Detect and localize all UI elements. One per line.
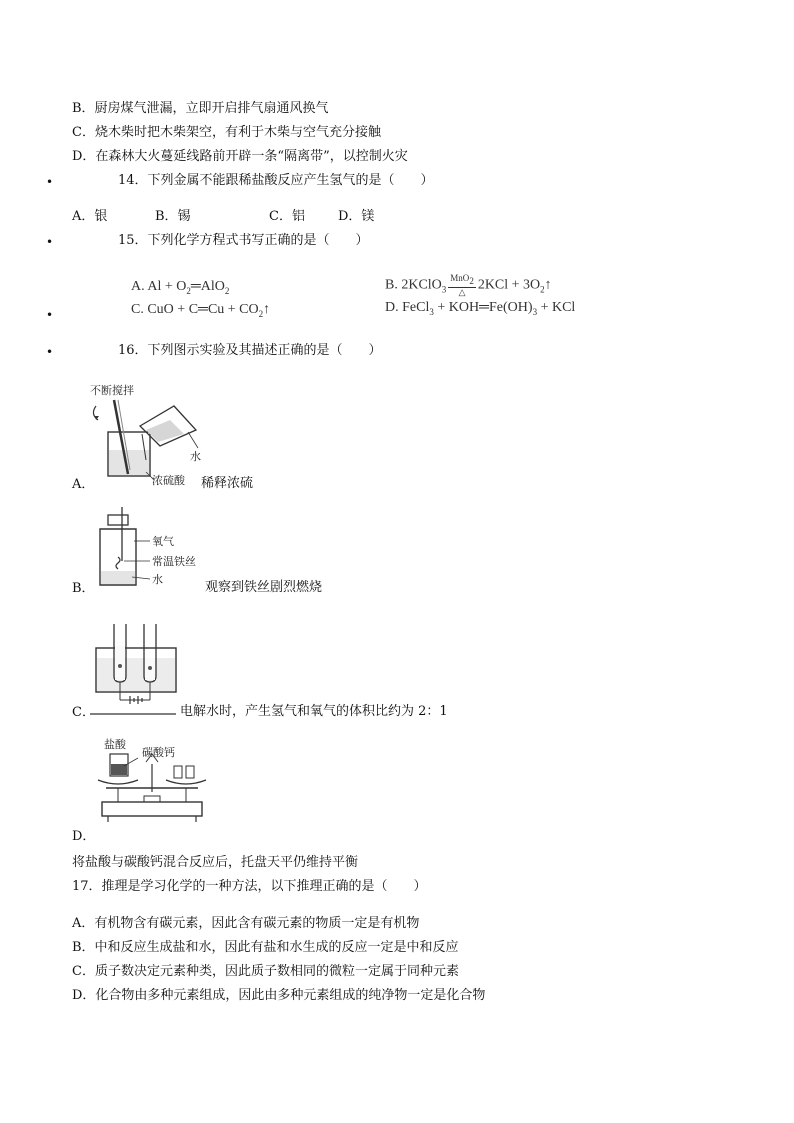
q15-stem: 15．下列化学方程式书写正确的是（ ） (118, 233, 369, 248)
q16-option-a-label: A． (72, 477, 95, 492)
q15-option-c: C. CuO + C═Cu + $CO_2↑$ (131, 302, 271, 319)
fig-b-label-water: 水 (152, 573, 163, 586)
q13-option-b: B．厨房煤气泄漏，立即开启排气扇通风换气 (72, 101, 329, 116)
q16-stem: 16．下列图示实验及其描述正确的是（ ） (118, 343, 382, 358)
q17-option-c: C．质子数决定元素种类，因此质子数相同的微粒一定属于同种元素 (72, 964, 459, 979)
q13-option-c: C．烧木柴时把木柴架空，有利于木柴与空气充分接触 (72, 125, 381, 140)
q16-option-c-label: C． (72, 705, 95, 720)
figure-dilution (86, 380, 206, 490)
fig-a-label-water: 水 (190, 450, 201, 463)
q16-option-c-desc: 电解水时，产生氢气和氧气的体积比约为 2：1 (180, 704, 448, 719)
figure-electrolysis (90, 616, 180, 716)
q17-option-b: B．中和反应生成盐和水，因此有盐和水生成的反应一定是中和反应 (72, 940, 459, 955)
q16-option-a-desc: 稀释浓硫 (201, 476, 254, 491)
q13-option-d: D．在森林大火蔓延线路前开辟一条“隔离带”，以控制火灾 (72, 149, 408, 164)
q14-option-c: C．铝 (269, 209, 305, 224)
figure-balance (88, 736, 214, 828)
fig-b-label-wire: 常温铁丝 (152, 555, 196, 568)
fig-d-label-acid: 盐酸 (104, 738, 126, 751)
q15-option-a: A. $Al + O_2═AlO_2$ (131, 279, 230, 296)
fig-d-label-caco3: 碳酸钙 (142, 746, 175, 759)
q17-option-a: A．有机物含有碳元素，因此含有碳元素的物质一定是有机物 (72, 916, 420, 931)
q16-option-d-label: D． (72, 829, 96, 844)
bullet: • (46, 235, 54, 249)
q15-option-d: D. FeCl$_3$ + $KOH═Fe(OH)_3$ + KCl (385, 300, 576, 317)
q14-option-b: B．锡 (155, 209, 191, 224)
bullet: • (46, 345, 54, 359)
q16-option-d-desc: 将盐酸与碳酸钙混合反应后，托盘天平仍维持平衡 (72, 855, 359, 870)
q16-option-b-desc: 观察到铁丝剧烈燃烧 (205, 580, 323, 595)
q16-option-b-label: B． (72, 581, 95, 596)
fig-a-label-acid: 浓硫酸 (152, 474, 185, 487)
figure-iron-wire (88, 505, 198, 595)
fig-a-label-stir: 不断搅拌 (90, 384, 134, 397)
bullet: • (46, 308, 54, 322)
q14-option-d: D．镁 (338, 209, 375, 224)
q17-stem: 17．推理是学习化学的一种方法，以下推理正确的是（ ） (72, 879, 427, 894)
q17-option-d: D．化合物由多种元素组成，因此由多种元素组成的纯净物一定是化合物 (72, 988, 486, 1003)
bullet: • (46, 175, 54, 189)
q14-stem: 14．下列金属不能跟稀盐酸反应产生氢气的是（ ） (118, 173, 434, 188)
fig-b-label-oxygen: 氧气 (152, 535, 174, 548)
q14-option-a: A．银 (72, 209, 108, 224)
q15-option-b: B. 2KClO$_3$ MnO$_2$ △ $2KCl + 3O_2↑$ (385, 273, 552, 297)
